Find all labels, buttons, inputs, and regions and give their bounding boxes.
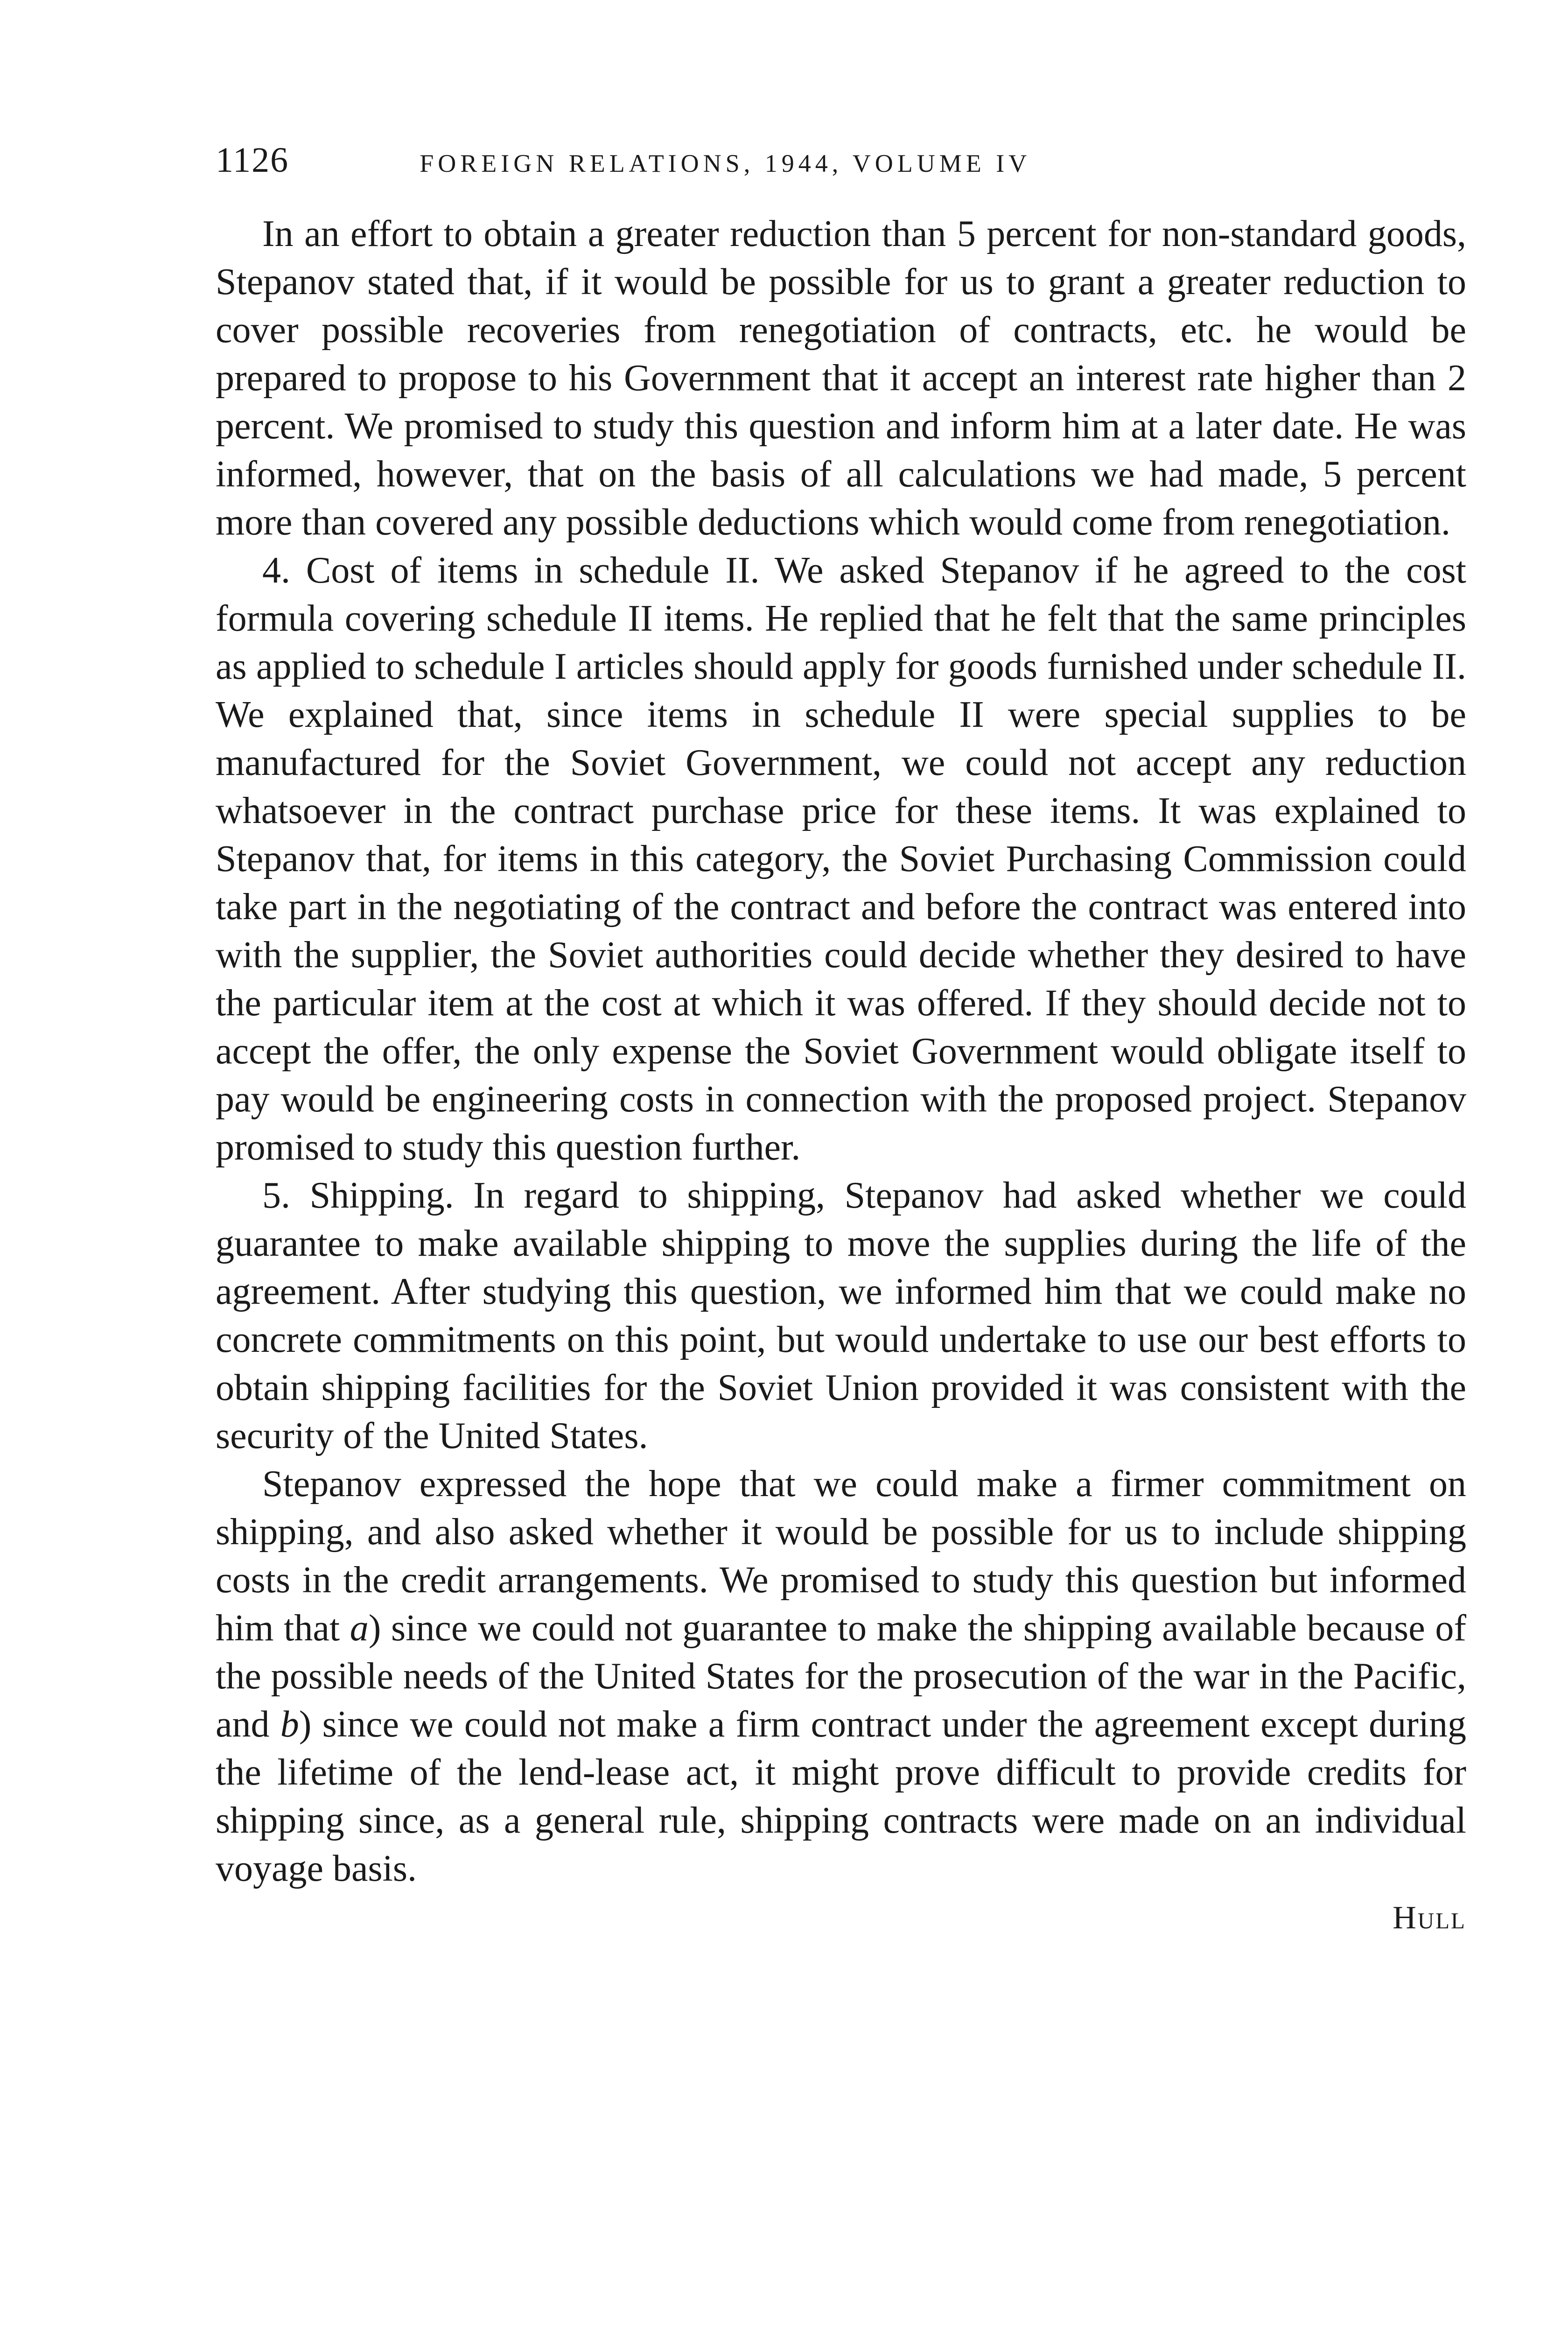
- paragraph-shipping-commitment: [216, 1460, 1466, 1893]
- list-marker-b: b: [280, 1704, 299, 1745]
- list-marker-a: a: [350, 1608, 369, 1649]
- paragraph-text-part: ) since we could not guarantee to make the shipping available because of the possible needs of the United States for the prosecution of the war in the Pacific, and: [216, 1608, 1466, 1745]
- document-page: [216, 140, 1466, 1937]
- paragraph-renegotiation: In an effort to obtain a greater reduction than 5 percent for non-standard goods, Stepanov stated that, if it would be possible for us to grant a greater reduction to cover possible recoveries from renegotiation of contracts, etc. he would be prepared to propose to his Government that it accept an interest rate higher than 2 percent. We promised to study this question and inform him at a later date. He was informed, however, that on the basis of all calculations we had made, 5 percent more than covered any possible deductions which would come from renegotiation.: [216, 213, 1466, 543]
- signature: Hull: [1393, 1900, 1466, 1936]
- body-text: [216, 210, 1466, 1893]
- paragraph-shipping: 5. Shipping. In regard to shipping, Stepanov had asked whether we could guarantee to make available shipping to move the supplies during the life of the agreement. After studying this question, we informed him that we could make no concrete commitments on this point, but would undertake to use our best efforts to obtain shipping facilities for the Soviet Union provided it was consistent with the security of the United States.: [216, 1175, 1466, 1456]
- paragraph-text-part: Stepanov expressed the hope that we could make a firmer commitment on shipping, and also asked whether it would be possible for us to include shipping costs in the credit arrangements. We promised to study this question but informed him that: [216, 1463, 1466, 1649]
- running-title: FOREIGN RELATIONS, 1944, VOLUME IV: [420, 149, 1031, 177]
- paragraph-schedule-ii: 4. Cost of items in schedule II. We asked Stepanov if he agreed to the cost formula covering schedule II items. He replied that he felt that the same principles as applied to schedule I articles should apply for goods furnished under schedule II. We explained that, since items in schedule II were special supplies to be manufactured for the Soviet Government, we could not accept any reduction whatsoever in the contract purchase price for these items. It was explained to Stepanov that, for items in this category, the Soviet Purchasing Commission could take part in the negotiating of the contract and before the contract was entered into with the supplier, the Soviet authorities could decide whether they desired to have the particular item at the cost at which it was offered. If they should decide not to accept the offer, the only expense the Soviet Government would obligate itself to pay would be engineering costs in connection with the proposed project. Stepanov promised to study this question further.: [216, 550, 1466, 1168]
- running-head: [216, 140, 1466, 196]
- paragraph-text-part: ) since we could not make a firm contract under the agreement except during the lifetime of the lend-lease act, it might prove difficult to provide credits for shipping since, as a general rule, shipping contracts were made on an individual voyage basis.: [216, 1704, 1466, 1889]
- page-number: 1126: [216, 141, 289, 180]
